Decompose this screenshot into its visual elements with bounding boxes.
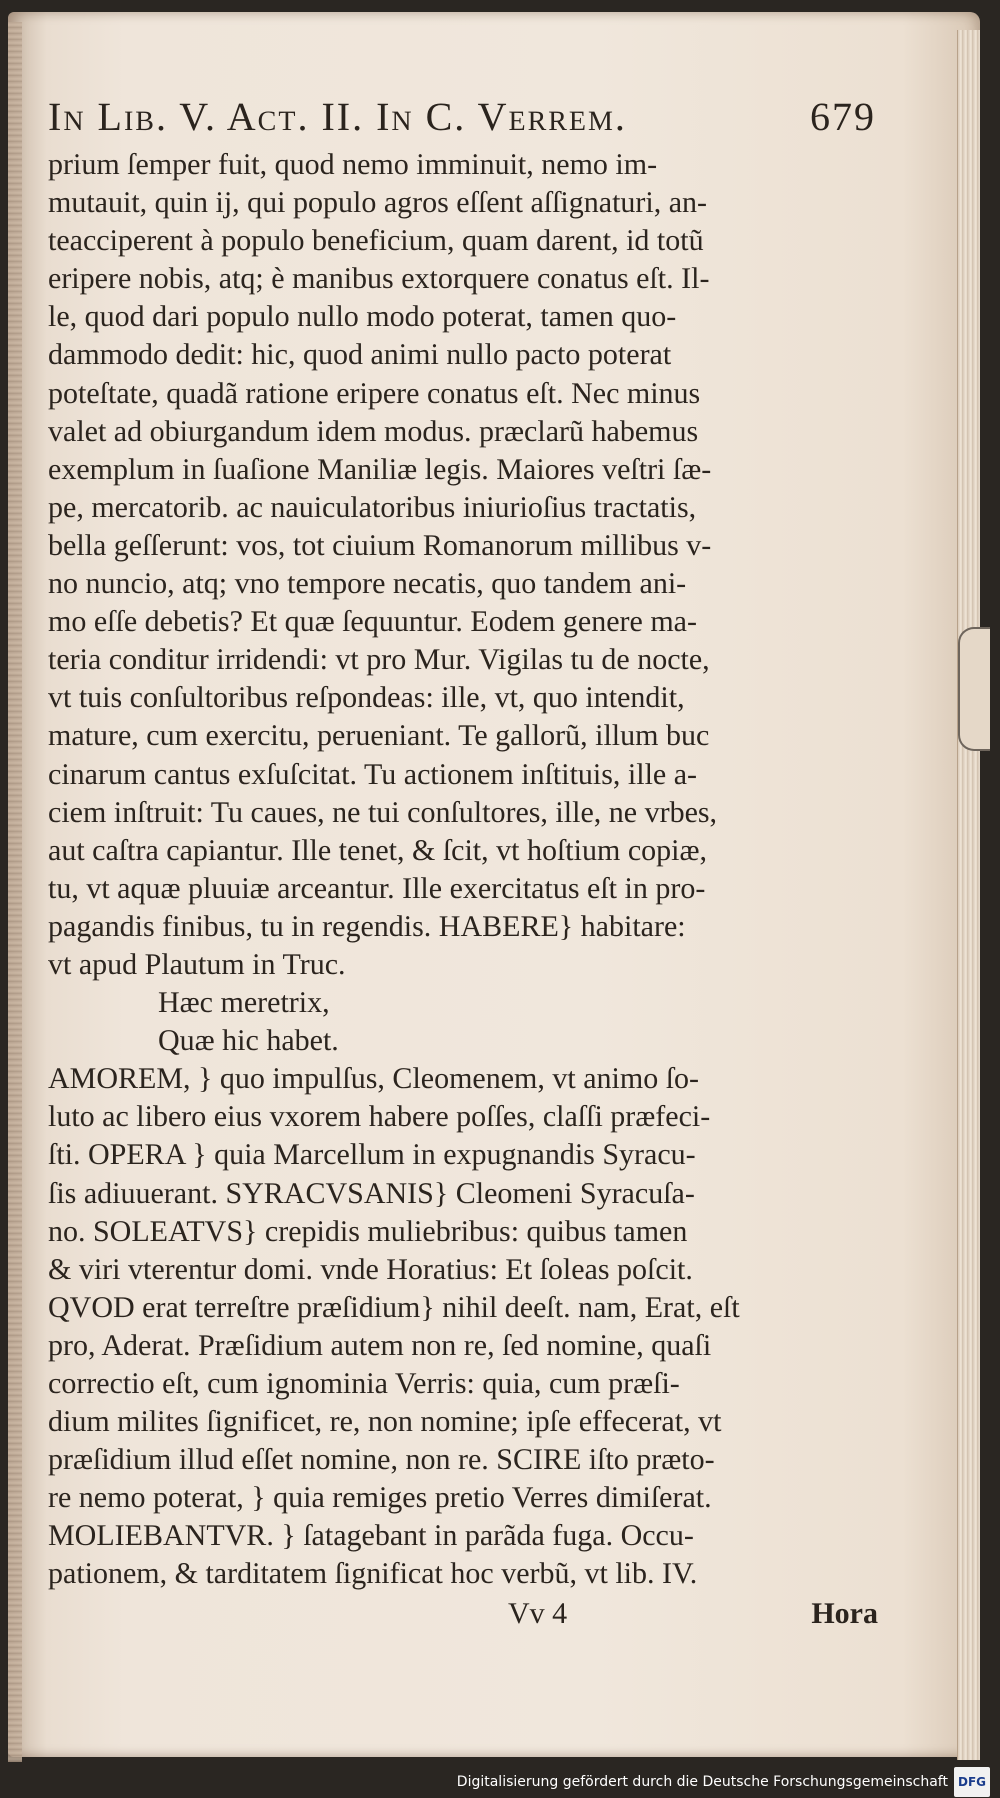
text-line: tu, vt aquæ pluuiæ arceantur. Ille exercitatus eſt in pro- <box>48 871 706 905</box>
text-line: le, quod dari populo nullo modo poterat, tamen quo- <box>48 300 677 334</box>
text-line: dium milites ſignificet, re, non nomine; ipſe effecerat, vt <box>48 1405 722 1439</box>
catchword: Hora <box>811 1596 878 1630</box>
text-line: vt tuis conſultoribus reſpondeas: ille, vt, quo intendit, <box>48 681 685 715</box>
text-line: luto ac libero eius vxorem habere poſſes, claſſi præfeci- <box>48 1100 711 1134</box>
commentary-paragraph <box>48 1060 868 1593</box>
page-left-edge <box>8 22 22 1762</box>
page-text <box>48 88 878 1634</box>
page-stack-edge <box>957 30 980 1760</box>
verse-line: Hæc meretrix, <box>158 986 330 1020</box>
text-line: valet ad obiurgandum idem modus. præclarũ habemus <box>48 414 699 448</box>
text-line: re nemo poterat, } quia remiges pretio Verres dimiſerat. <box>48 1481 712 1515</box>
text-line: teria conditur irridendi: vt pro Mur. Vigilas tu de nocte, <box>48 643 710 677</box>
signature-mark: Vv 4 <box>508 1596 568 1630</box>
text-line: MOLIEBANTVR. } ſatagebant in parãda fuga. Occu- <box>48 1519 694 1553</box>
text-line: no nuncio, atq; vno tempore necatis, quo tandem ani- <box>48 567 687 601</box>
text-line: cinarum cantus exſuſcitat. Tu actionem inſtituis, ille a- <box>48 757 698 791</box>
text-line: AMOREM, } quo impulſus, Cleomenem, vt animo ſo- <box>48 1062 700 1096</box>
text-line: dammodo dedit: hic, quod animi nullo pacto poterat <box>48 338 672 372</box>
text-line: præſidium illud eſſet nomine, non re. SCIRE iſto præto- <box>48 1443 715 1477</box>
body-paragraph <box>48 146 868 984</box>
text-line: correctio eſt, cum ignominia Verris: quia, cum præſi- <box>48 1367 680 1400</box>
text-line: no. SOLEATVS} crepidis muliebribus: quibus tamen <box>48 1214 688 1248</box>
page-footer <box>48 1594 878 1634</box>
text-line: pe, mercatorib. ac nauiculatoribus iniurioſius tractatis, <box>48 490 697 524</box>
text-line: exemplum in ſuaſione Maniliæ legis. Maiores veſtri ſæ- <box>48 452 712 486</box>
text-line: ſti. OPERA } quia Marcellum in expugnandis Syracu- <box>48 1138 696 1172</box>
text-line: pationem, & tarditatem ſignificat hoc verbũ, vt lib. IV. <box>48 1557 698 1591</box>
text-line: pagandis finibus, tu in regendis. HABERE} habitare: <box>48 909 686 943</box>
verse-quote <box>48 984 868 1060</box>
text-line: poteſtate, quadã ratione eripere conatus eſt. Nec minus <box>48 376 701 410</box>
page-number: 679 <box>810 94 876 139</box>
text-line: pro, Aderat. Præſidium autem non re, ſed nomine, quaſi <box>48 1328 712 1362</box>
text-line: & viri vterentur domi. vnde Horatius: Et ſoleas poſcit. <box>48 1252 693 1286</box>
text-line: mutauit, quin ij, qui populo agros eſſent aſſignaturi, an- <box>48 186 708 220</box>
text-line: QVOD erat terreſtre præſidium} nihil deeſt. nam, Erat, eſt <box>48 1290 740 1324</box>
running-head-title: In Lib. V. Act. II. In C. Verrem. <box>48 94 627 139</box>
text-line: mo eſſe debetis? Et quæ ſequuntur. Eodem genere ma- <box>48 605 697 639</box>
text-line: bella geſſerunt: vos, tot ciuium Romanorum millibus v- <box>48 528 712 562</box>
text-line: eripere nobis, atq; è manibus extorquere conatus eſt. Il- <box>48 262 710 296</box>
text-line: ciem inſtruit: Tu caues, ne tui conſultores, ille, ne vrbes, <box>48 795 718 829</box>
dfg-logo: DFG <box>954 1767 990 1797</box>
text-line: ſis adiuuerant. SYRACVSANIS} Cleomeni Syracuſa- <box>48 1176 695 1210</box>
running-head <box>48 88 876 146</box>
book-page <box>8 12 980 1757</box>
text-line: teacciperent à populo beneficium, quam darent, id totũ <box>48 224 704 258</box>
verse-line: Quæ hic habet. <box>158 1024 339 1058</box>
page-tab-marker <box>958 627 990 751</box>
text-line: mature, cum exercitu, perueniant. Te gallorũ, illum buc <box>48 719 710 753</box>
text-line: prium ſemper fuit, quod nemo imminuit, nemo im- <box>48 148 658 181</box>
text-line: vt apud Plautum in Truc. <box>48 947 346 981</box>
text-line: aut caſtra capiantur. Ille tenet, & ſcit, vt hoſtium copiæ, <box>48 833 707 867</box>
credit-text: Digitalisierung gefördert durch die Deutsche Forschungsgemeinschaft <box>456 1774 948 1790</box>
digitization-credit <box>457 1768 990 1796</box>
